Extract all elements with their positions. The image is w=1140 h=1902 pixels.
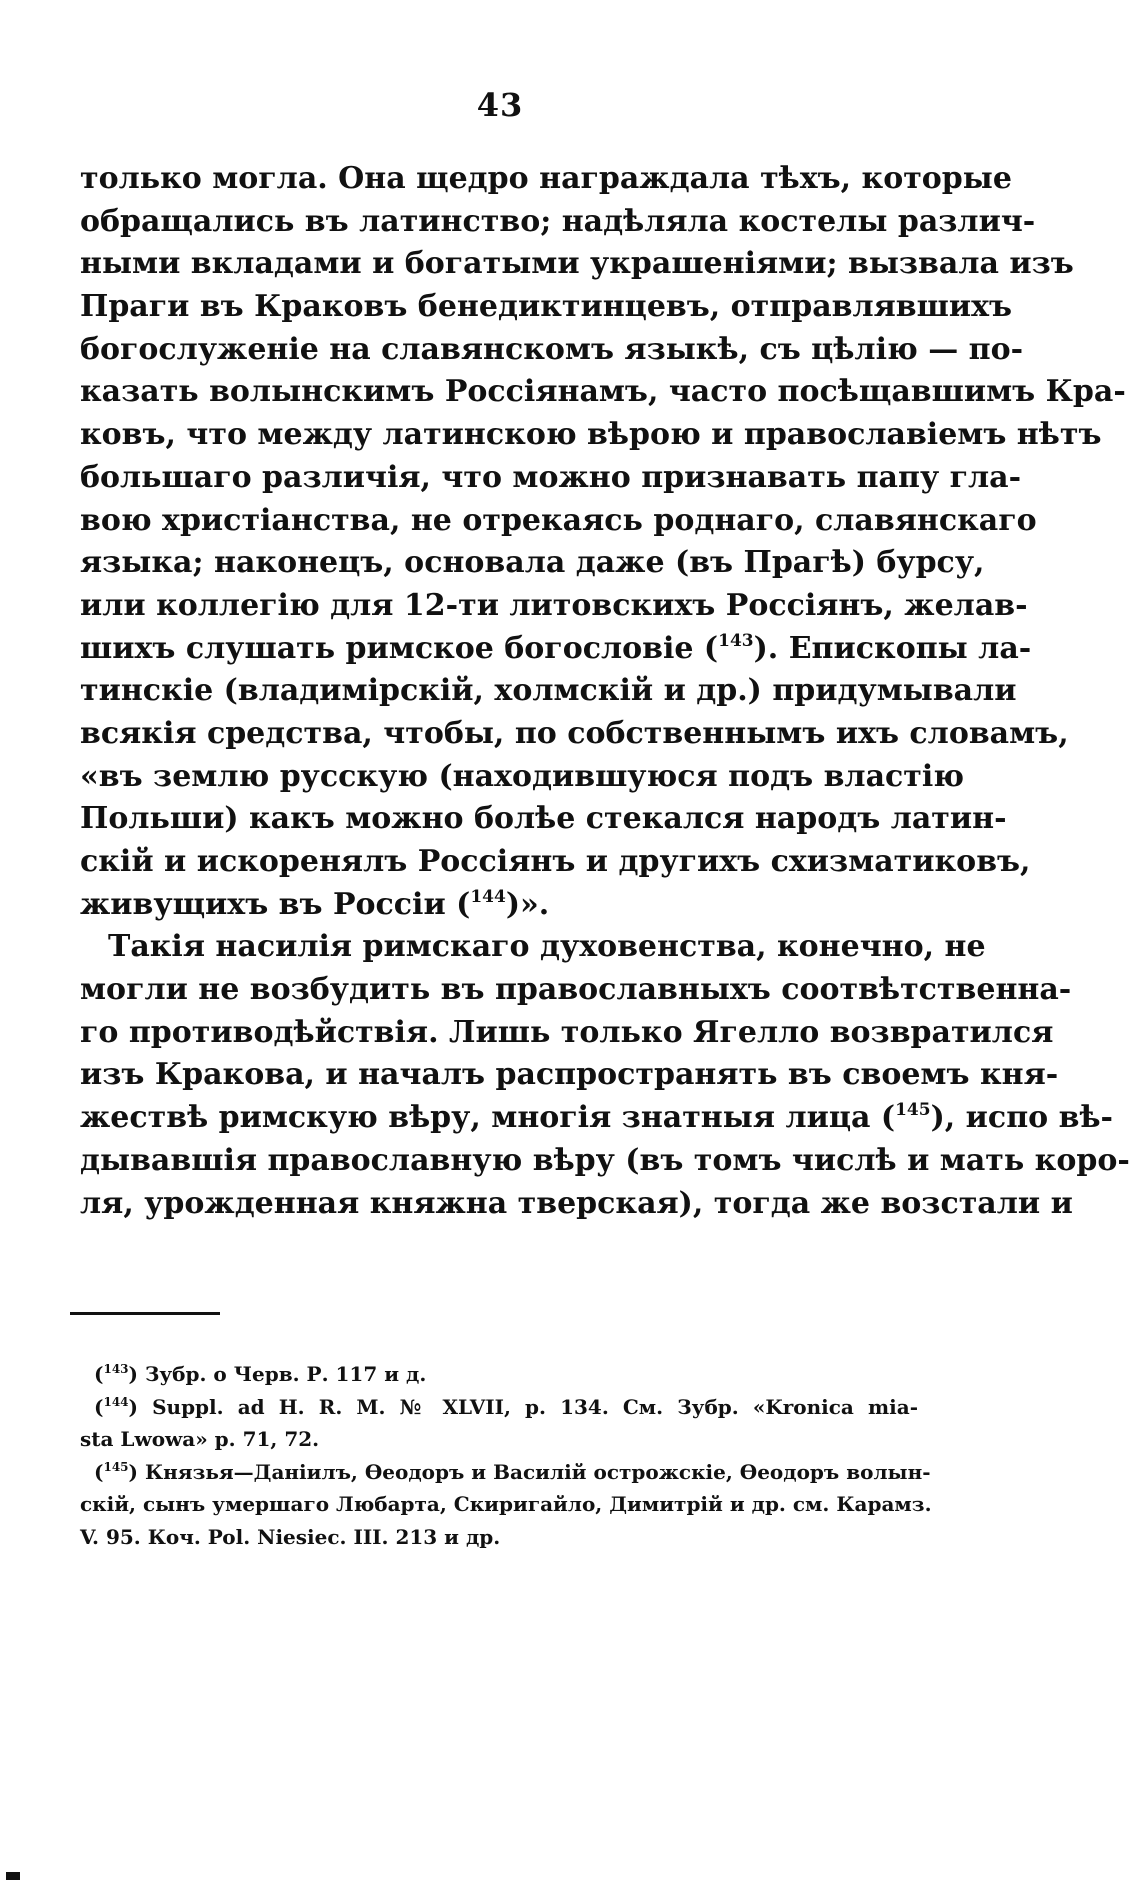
footnote-mark: 144 <box>103 1394 129 1409</box>
text-fragment: )». <box>505 886 550 922</box>
text-line: могли не возбудить въ православныхъ соотвѣтственна- <box>80 972 1072 1008</box>
text-line: или коллегію для 12-ти литовскихъ Россіянъ, желав- <box>80 587 1028 623</box>
text-line: го противодѣйствія. Лишь только Ягелло возвратился <box>80 1014 1054 1050</box>
text-line: Праги въ Краковъ бенедиктинцевъ, отправлявшихъ <box>80 289 1013 325</box>
text-line: обращались въ латинство; надѣляла костелы различ- <box>80 203 1036 239</box>
footnote-text: ) Зубр. о Черв. Р. 117 и д. <box>128 1362 427 1386</box>
text-line: скій и искоренялъ Россіянъ и другихъ схизматиковъ, <box>80 844 1031 879</box>
footnote-145: ($^{145}$) Князья—Даніилъ, Ѳеодоръ и Василій острожскіе, Ѳеодоръ волын- <box>94 1459 931 1484</box>
main-text <box>80 158 1130 1225</box>
text-line: богослуженіе на славянскомъ языкѣ, съ цѣлію — по- <box>80 331 1024 367</box>
footnote-145-cont: скій, сынъ умершаго Любарта, Скиригайло, Димитрій и др. см. Карамз. <box>80 1492 932 1516</box>
footnote-mark: 143 <box>103 1362 129 1376</box>
footnote-text: ) Suppl. ad H. R. M. № XLVII, p. 134. Cм. Зубр. «Kronica mia- <box>128 1394 918 1419</box>
footnote-144-cont: sta Lwowa» p. 71, 72. <box>80 1427 320 1451</box>
footnote-ref-144: 144 <box>470 886 506 907</box>
text-line <box>80 628 1032 671</box>
text-line: ковъ, что между латинскою вѣрою и православіемъ нѣтъ <box>80 417 1102 453</box>
text-fragment: шихъ слушать римское богословіе ( <box>80 630 719 666</box>
text-line: изъ Кракова, и началъ распространять въ своемъ кня- <box>80 1057 1059 1093</box>
text-line <box>80 1097 1113 1140</box>
text-line: казать волынскимъ Россіянамъ, часто посѣщавшимъ Кра- <box>80 374 1126 410</box>
text-fragment: ), испо вѣ- <box>930 1100 1113 1136</box>
footnote-text: ) Князья—Даніилъ, Ѳеодоръ и Василій острожскіе, Ѳеодоръ волын- <box>128 1459 931 1484</box>
text-line: большаго различія, что можно признавать папу гла- <box>80 459 1022 495</box>
text-line: дывавшія православную вѣру (въ томъ числѣ и мать коро- <box>80 1142 1130 1178</box>
footnote-143: ($^{143}$) Зубр. о Черв. Р. 117 и д. <box>94 1362 427 1386</box>
text-line: Польши) какъ можно болѣе стекался народъ латин- <box>80 801 1007 837</box>
text-fragment: живущихъ въ Россіи ( <box>80 886 471 922</box>
scan-corner-mark <box>6 1872 20 1880</box>
footnote-144: ($^{144}$) Suppl. ad H. R. M. № XLVII, p. 134. Cм. Зубр. «Kronica mia- <box>94 1394 918 1419</box>
footnote-145-cont: V. 95. Коч. Pol. Niesiec. III. 213 и др. <box>80 1524 501 1549</box>
text-line: тинскіе (владимірскій, холмскій и др.) придумывали <box>80 673 1017 709</box>
page-number: 43 <box>476 86 524 124</box>
text-line <box>80 884 918 927</box>
text-line: только могла. Она щедро награждала тѣхъ, которые <box>80 161 1012 196</box>
footnote-mark: 145 <box>103 1459 129 1474</box>
text-line: вою христіанства, не отрекаясь роднаго, славянскаго <box>80 502 1037 538</box>
footnote-ref-143: 143 <box>718 630 754 651</box>
text-line: «въ землю русскую (находившуюся подъ властію <box>80 758 965 794</box>
paragraph-start-line: Такія насилія римскаго духовенства, конечно, не <box>108 929 986 965</box>
text-line: ля, урожденная княжна тверская), тогда же возстали и <box>80 1185 1073 1221</box>
footnotes <box>80 1358 932 1553</box>
text-line: всякія средства, чтобы, по собственнымъ ихъ словамъ, <box>80 715 1069 751</box>
text-fragment: жествѣ римскую вѣру, многія знатныя лица ( <box>80 1100 896 1136</box>
footnote-separator <box>70 1312 220 1315</box>
text-line: ными вкладами и богатыми украшеніями; вызвала изъ <box>80 246 1074 282</box>
footnote-ref-145: 145 <box>895 1100 931 1121</box>
text-fragment: ). Епископы ла- <box>753 630 1032 666</box>
text-line: языка; наконецъ, основала даже (въ Прагѣ) бурсу, <box>80 545 985 581</box>
